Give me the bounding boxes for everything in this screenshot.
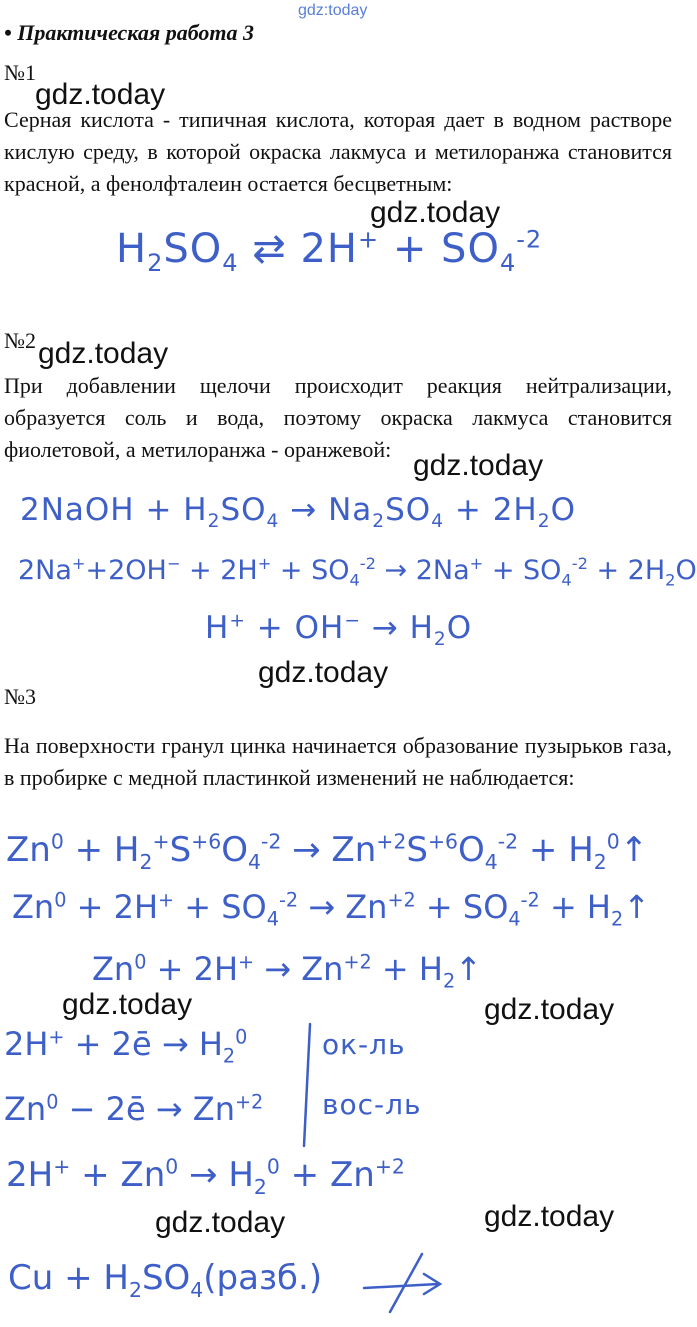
crossed-arrow bbox=[360, 1248, 450, 1318]
task-number: №1 bbox=[4, 60, 36, 85]
handwritten-equation: $Cu + H_2SO_4(разб.)$ bbox=[8, 1258, 323, 1302]
handwritten-half-reaction: $Zn^0$ − 2ē → $Zn^{+2}$ bbox=[4, 1090, 264, 1128]
watermark: gdz.today bbox=[370, 196, 501, 229]
handwritten-half-reaction: 2H+ + 2ē → $H_2^0$ bbox=[4, 1025, 248, 1068]
watermark: gdz.today bbox=[413, 449, 544, 482]
balance-oxidizer: ок-ль bbox=[322, 1028, 406, 1061]
watermark: gdz.today bbox=[35, 78, 166, 111]
balance-reducer: вос-ль bbox=[322, 1088, 422, 1121]
handwritten-equation: $H^+ + OH^- \to H_2O$ bbox=[205, 610, 473, 651]
balance-divider bbox=[290, 1020, 320, 1150]
watermark: gdz.today bbox=[38, 337, 169, 370]
handwritten-equation: 2NaOH + $H_2SO_4 \to Na_2SO_4 + 2H_2O$ bbox=[20, 492, 576, 533]
task-number: №3 bbox=[4, 684, 36, 709]
task-text: При добавлении щелочи происходит реакция нейтрализации, образуется соль и вода, поэтому окраска лакмуса становится фиолетовой, а метилоранжа - оранжевой: bbox=[4, 373, 672, 462]
task-text: На поверхности гранул цинка начинается образование пузырьков газа, в пробирке с медной пластинкой изменений не наблюдается: bbox=[4, 733, 672, 790]
handwritten-equation: $Zn^0 + 2H^+ + SO_4^{-2} \to Zn^{+2} + SO_4^{-2}$ + $H_2↑$ bbox=[12, 888, 651, 931]
handwritten-equation: $2H^+ + Zn^0 \to H_2^0 + Zn^{+2}$ bbox=[6, 1154, 405, 1199]
page-title: • Практическая работа 3 bbox=[4, 20, 255, 45]
watermark: gdz.today bbox=[484, 993, 615, 1026]
watermark: gdz.today bbox=[155, 1206, 286, 1239]
watermark: gdz.today bbox=[62, 988, 193, 1021]
watermark-top: gdz:today bbox=[298, 2, 368, 19]
watermark: gdz.today bbox=[258, 656, 389, 689]
handwritten-equation: $2Na^++2OH^- + 2H^+ + SO_4^{-2} \to 2Na^+ + SO_4^{-2} + 2H_2O$ bbox=[18, 554, 697, 590]
handwritten-equation: $H_2SO_4$ ⇄ $2H^+ + SO_4^{-2}$ bbox=[116, 225, 543, 277]
task-number: №2 bbox=[4, 328, 36, 353]
watermark: gdz.today bbox=[484, 1200, 615, 1233]
task-text: Серная кислота - типичная кислота, которая дает в водном растворе кислую среду, в которой окраска лакмуса и метилоранжа становится красной, а фенолфталеин остается бесцветным: bbox=[4, 107, 672, 196]
handwritten-equation: $Zn^0 + 2H^+ \to Zn^{+2}$ + $H_2↑$ bbox=[92, 950, 482, 993]
handwritten-equation: $Zn^0 + H_2^+S^{+6}O_4^{-2} \to Zn^{+2}S^{+6}O_4^{-2}$ + $H_2^0↑$ bbox=[6, 829, 649, 874]
